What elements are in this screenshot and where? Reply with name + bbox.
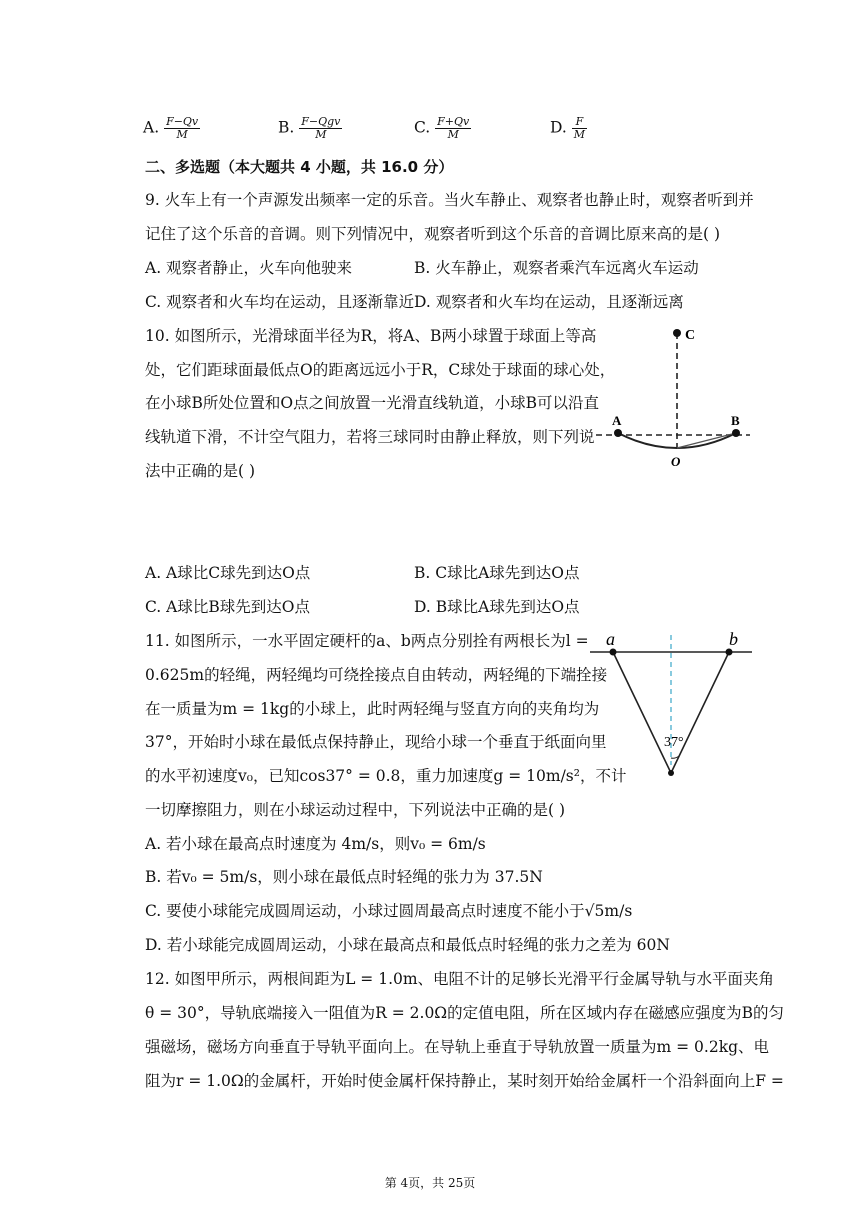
q10-option-a: A. A球比C球先到达O点 [145, 564, 311, 582]
section-title: 二、多选题（本大题共 4 小题，共 16.0 分） [145, 158, 454, 176]
q10-stem-line: 在小球B所处位置和O点之间放置一光滑直线轨道，小球B可以沿直 [145, 394, 599, 412]
q10-stem-line: 法中正确的是( ) [145, 462, 256, 480]
q11-stem-line: 在一质量为m = 1kg的小球上，此时两轻绳与竖直方向的夹角均为 [145, 700, 600, 718]
q9-stem-line: 记住了这个乐音的音调。则下列情况中，观察者听到这个乐音的音调比原来高的是( ) [145, 225, 721, 243]
q11-option-b: B. 若v₀ = 5m/s，则小球在最低点时轻绳的张力为 37.5N [145, 868, 543, 886]
q11-ball [668, 770, 674, 776]
q11-label-b: b [729, 629, 738, 649]
q11-option-d: D. 若小球能完成圆周运动，小球在最高点和最低点时轻绳的张力之差为 60N [145, 936, 670, 954]
q11-point-a [610, 649, 617, 656]
q11-label-a: a [606, 629, 615, 649]
q9-option-b: B. 火车静止，观察者乘汽车远离火车运动 [414, 259, 699, 277]
q10-stem-line: 线轨道下滑，不计空气阻力，若将三球同时由静止释放，则下列说 [145, 428, 595, 446]
q11-stem-line: 11. 如图所示，一水平固定硬杆的a、b两点分别拴有两根长为l = [145, 632, 589, 650]
q12-stem-line: 阻为r = 1.0Ω的金属杆，开始时使金属杆保持静止，某时刻开始给金属杆一个沿斜面向上F = [145, 1072, 784, 1090]
q10-ball-c [673, 329, 681, 337]
q12-stem-line: 强磁场，磁场方向垂直于导轨平面向上。在导轨上垂直于导轨放置一质量为m = 0.2kg、电 [145, 1038, 770, 1056]
q11-label-angle: 37° [664, 735, 684, 750]
q10-ball-b [732, 429, 740, 437]
q10-label-b: B [731, 413, 740, 428]
q10-stem-line: 10. 如图所示，光滑球面半径为R，将A、B两小球置于球面上等高 [145, 327, 597, 345]
q10-label-o: O [671, 454, 681, 469]
q8-option-d: D. $\frac{F}{M}$ [550, 115, 586, 141]
q11-rope-a [613, 652, 671, 773]
q8-option-b: B. $\frac{\text{F−Qgv}}{M}$ [278, 115, 341, 141]
q11-rope-b [671, 652, 729, 773]
q9-option-a: A. 观察者静止，火车向他驶来 [145, 259, 353, 277]
q11-figure [590, 625, 760, 785]
q10-option-d: D. B球比A球先到达O点 [414, 598, 580, 616]
q9-option-d: D. 观察者和火车均在运动，且逐渐远离 [414, 293, 684, 311]
q9-option-c: C. 观察者和火车均在运动，且逐渐靠近 [145, 293, 415, 311]
q11-stem-line: 0.625m的轻绳，两轻绳均可绕拴接点自由转动，两轻绳的下端拴接 [145, 666, 608, 684]
q11-option-c: C. 要使小球能完成圆周运动，小球过圆周最高点时速度不能小于√5m/s [145, 902, 633, 920]
q11-stem-line: 一切摩擦阻力，则在小球运动过程中，下列说法中正确的是( ) [145, 801, 566, 819]
q12-stem-line: θ = 30°，导轨底端接入一阻值为R = 2.0Ω的定值电阻，所在区域内存在磁感应强度为B的匀 [145, 1004, 785, 1022]
q10-stem-line: 处，它们距球面最低点O的距离远远小于R，C球处于球面的球心处， [145, 361, 616, 379]
q10-figure [590, 320, 775, 470]
q10-option-b: B. C球比A球先到达O点 [414, 564, 580, 582]
q11-option-a: A. 若小球在最高点时速度为 4m/s，则v₀ = 6m/s [145, 835, 486, 853]
q9-stem-line: 9. 火车上有一个声源发出频率一定的乐音。当火车静止、观察者也静止时，观察者听到并 [145, 191, 754, 209]
q8-option-a: A. $\frac{F-Qv}{M}$ [143, 115, 199, 141]
q10-label-c: C [685, 328, 696, 343]
q11-stem-line: 37°，开始时小球在最低点保持静止，现给小球一个垂直于纸面向里 [145, 733, 607, 751]
q8-option-c: C. $\frac{F+Qv}{M}$ [414, 115, 470, 141]
q10-option-c: C. A球比B球先到达O点 [145, 598, 310, 616]
q11-stem-line: 的水平初速度v₀，已知cos37° = 0.8，重力加速度g = 10m/s²，不计 [145, 767, 627, 785]
q10-label-a: A [612, 413, 622, 428]
q10-ball-a [614, 429, 622, 437]
page-footer: 第 4页，共 25页 [384, 1176, 476, 1190]
q12-stem-line: 12. 如图甲所示，两根间距为L = 1.0m、电阻不计的足够长光滑平行金属导轨与水平面夹角 [145, 970, 775, 988]
q11-point-b [726, 649, 733, 656]
